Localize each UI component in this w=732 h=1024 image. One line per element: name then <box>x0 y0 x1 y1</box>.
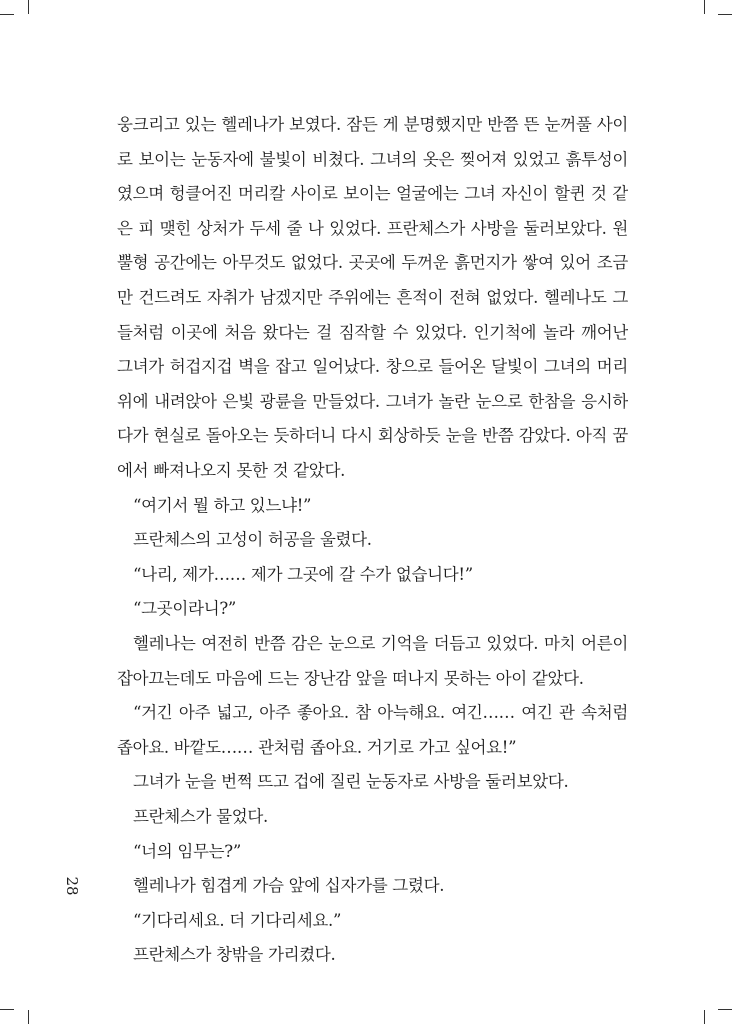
crop-mark-top-right <box>704 0 705 14</box>
text-line: 헬레나는 여전히 반쯤 감은 눈으로 기억을 더듬고 있었다. 마치 어른이 <box>133 634 628 653</box>
crop-mark-bottom-left <box>28 1010 29 1024</box>
text-line: “그곳이라니?” <box>133 599 237 619</box>
text-line: 은 피 맺힌 상처가 두세 줄 나 있었다. 프란체스가 사방을 둘러보았다. 원 <box>117 218 628 238</box>
crop-mark-top-right-h <box>718 14 732 15</box>
text-line: 헬레나가 힘겹게 가슴 앞에 십자가를 그렸다. <box>133 876 445 896</box>
text-line: 프란체스가 창밖을 가리켰다. <box>133 945 336 965</box>
text-line: 좁아요. 바깥도…… 관처럼 좁아요. 거기로 가고 싶어요!” <box>117 737 517 757</box>
crop-mark-top-left <box>28 0 29 14</box>
text-line: 그녀가 허겁지겁 벽을 잡고 일어났다. 창으로 들어온 달빛이 그녀의 머리 <box>117 357 628 377</box>
text-line: 잡아끄는데도 마음에 드는 장난감 앞을 떠나지 못하는 아이 같았다. <box>117 668 584 688</box>
text-line: 프란체스의 고성이 허공을 울렸다. <box>133 530 372 550</box>
crop-mark-top-left-h <box>0 14 14 15</box>
text-line: “여기서 뭘 하고 있느냐!” <box>133 495 312 515</box>
text-line: 다가 현실로 돌아오는 듯하더니 다시 회상하듯 눈을 반쯤 감았다. 아직 꿈 <box>117 426 628 446</box>
text-line: 만 건드려도 자취가 남겠지만 주위에는 흔적이 전혀 없었다. 헬레나도 그 <box>117 288 628 307</box>
crop-mark-bottom-right-h <box>718 1009 732 1010</box>
text-line: 들처럼 이곳에 처음 왔다는 걸 짐작할 수 있었다. 인기척에 놀라 깨어난 <box>117 322 628 342</box>
text-line: 였으며 헝클어진 머리칼 사이로 보이는 얼굴에는 그녀 자신이 할퀸 것 같 <box>117 184 628 204</box>
text-line: 그녀가 눈을 번쩍 뜨고 겁에 질린 눈동자로 사방을 둘러보았다. <box>133 772 569 792</box>
crop-mark-bottom-right <box>704 1010 705 1024</box>
text-line: “너의 임무는?” <box>133 841 241 861</box>
text-line: 위에 내려앉아 은빛 광륜을 만들었다. 그녀가 놀란 눈으로 한참을 응시하 <box>117 391 628 411</box>
text-line: 웅크리고 있는 헬레나가 보였다. 잠든 게 분명했지만 반쯤 뜬 눈꺼풀 사이 <box>117 115 628 134</box>
text-line: 뿔형 공간에는 아무것도 없었다. 곳곳에 두꺼운 흙먼지가 쌓여 있어 조금 <box>117 253 628 273</box>
text-line: “기다리세요. 더 기다리세요.” <box>133 910 342 930</box>
text-line: 프란체스가 물었다. <box>133 807 269 826</box>
crop-mark-bottom-left-h <box>0 1009 14 1010</box>
text-line: “나리, 제가…… 제가 그곳에 갈 수가 없습니다!” <box>133 564 473 584</box>
page-number: 28 <box>63 876 81 896</box>
text-line: “거긴 아주 넓고, 아주 좋아요. 참 아늑해요. 여긴…… 여긴 관 속처럼 <box>133 703 628 723</box>
text-line: 에서 빠져나오지 못한 것 같았다. <box>117 461 346 480</box>
text-line: 로 보이는 눈동자에 불빛이 비쳤다. 그녀의 옷은 찢어져 있었고 흙투성이 <box>117 149 628 169</box>
